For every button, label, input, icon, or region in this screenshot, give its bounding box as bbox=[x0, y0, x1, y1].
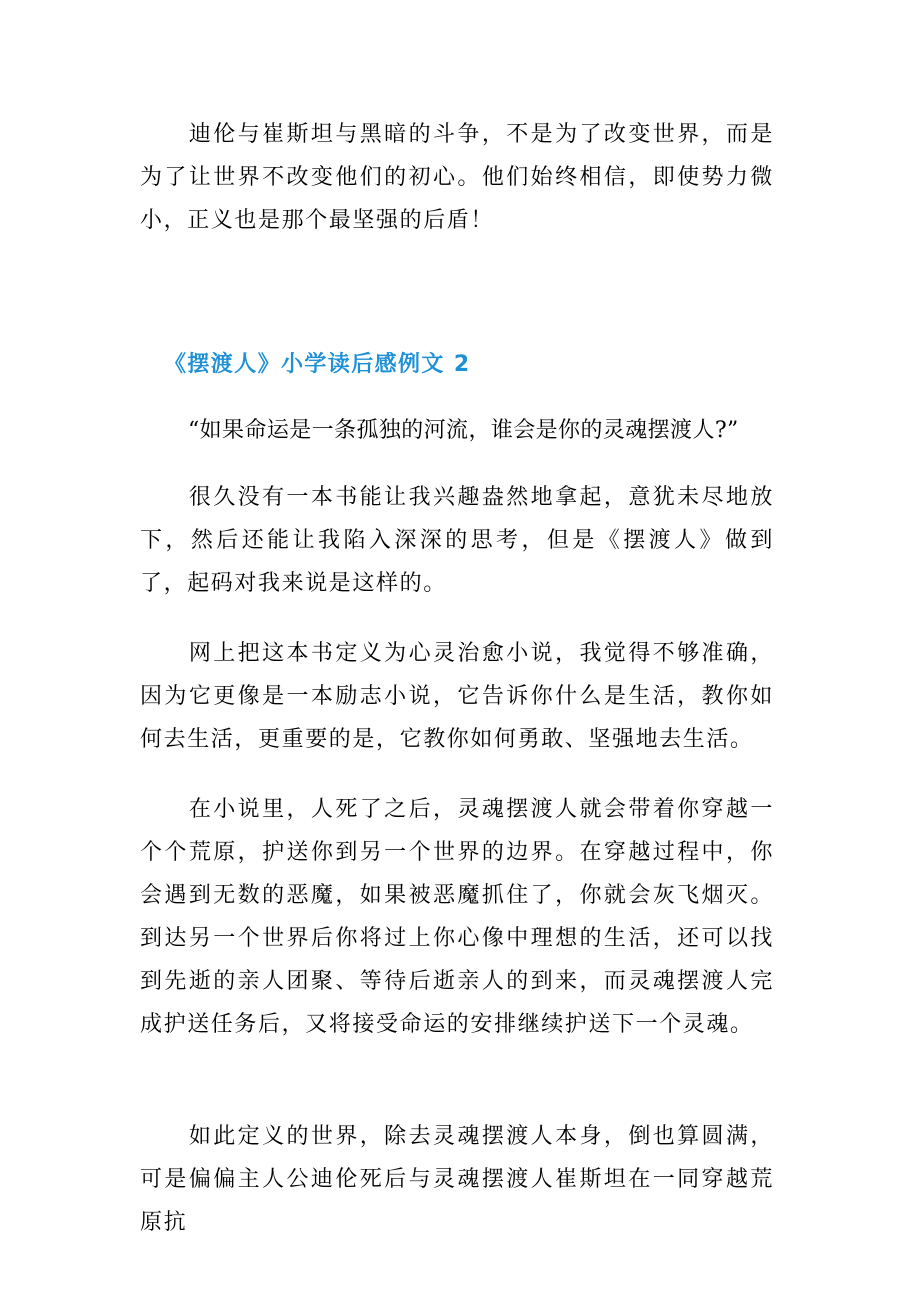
paragraph-text: 网上把这本书定义为心灵治愈小说，我觉得不够准确，因为它更像是一本励志小说，它告诉你什么是生活，教你如何去生活，更重要的是，它教你如何勇敢、坚强地去生活。 bbox=[140, 641, 774, 752]
paragraph-text: 如此定义的世界，除去灵魂摆渡人本身，倒也算圆满，可是偏偏主人公迪伦死后与灵魂摆渡人崔斯坦在一同穿越荒原抗 bbox=[140, 1124, 774, 1235]
paragraph-text: 在小说里，人死了之后，灵魂摆渡人就会带着你穿越一个个荒原，护送你到另一个世界的边界。在穿越过程中，你会遇到无数的恶魔，如果被恶魔抓住了，你就会灰飞烟灭。到达另一个世界后你将过上你心像中理想的生活，还可以找到先逝的亲人团聚、等待后逝亲人的到来，而灵魂摆渡人完成护送任务后，又将接受命运的安排继续护送下一个灵魂。 bbox=[140, 797, 774, 1037]
paragraph-3 bbox=[140, 788, 774, 1046]
paragraph-1 bbox=[140, 476, 774, 605]
paragraph-closing bbox=[140, 113, 774, 242]
paragraph-text: “如果命运是一条孤独的河流，谁会是你的灵魂摆渡人?” bbox=[188, 418, 739, 443]
paragraph-quote bbox=[140, 409, 774, 452]
paragraph-2 bbox=[140, 632, 774, 761]
paragraph-4 bbox=[140, 1115, 774, 1244]
section-heading: 《摆渡人》小学读后感例文 2 bbox=[164, 352, 471, 377]
paragraph-text: 很久没有一本书能让我兴趣盎然地拿起，意犹未尽地放下，然后还能让我陷入深深的思考，但是《摆渡人》做到了，起码对我来说是这样的。 bbox=[140, 485, 774, 596]
paragraph-text: 迪伦与崔斯坦与黑暗的斗争，不是为了改变世界，而是为了让世界不改变他们的初心。他们始终相信，即使势力微小，正义也是那个最坚强的后盾！ bbox=[140, 122, 774, 233]
